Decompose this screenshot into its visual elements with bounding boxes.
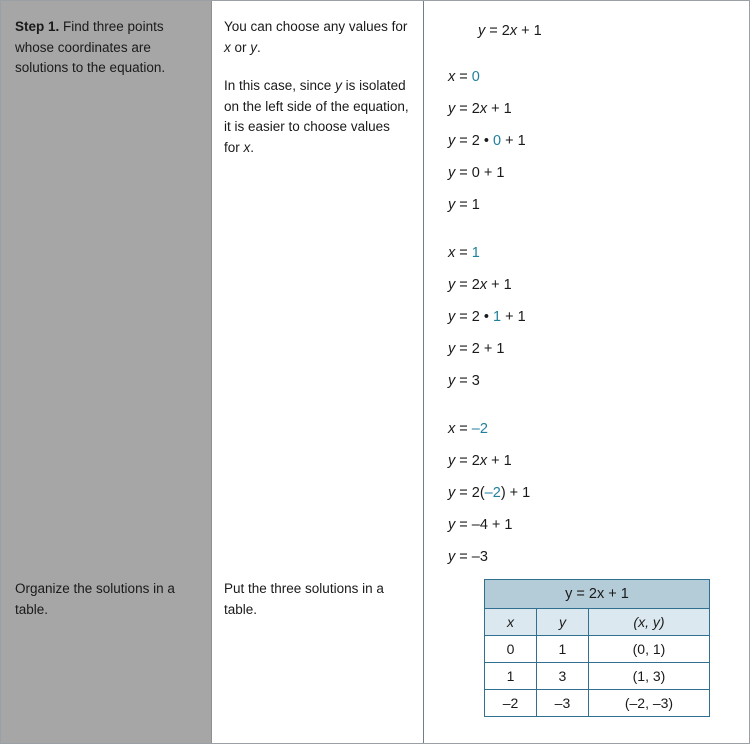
- assignment-x-0: x = 0: [448, 69, 480, 85]
- group3-line-2: y = 2(–2) + 1: [448, 485, 531, 501]
- cell-pair-2: (–2, –3): [588, 690, 709, 717]
- substitution-group-2: [434, 237, 739, 397]
- cell-y-1: 3: [536, 663, 588, 690]
- group3-line-1: y = 2x + 1: [448, 453, 512, 469]
- substitution-group-1: [434, 61, 739, 221]
- group3-line-4: y = –3: [448, 549, 488, 565]
- group2-line-4: y = 3: [448, 373, 480, 389]
- cell-y-0: 1: [536, 636, 588, 663]
- var-x-inline-2: x: [243, 139, 251, 155]
- table-header-y: y: [536, 609, 588, 636]
- table-caption-row: [485, 580, 710, 609]
- explanation-paragraph-1: You can choose any values for x or y.: [224, 19, 408, 55]
- solutions-table-wrapper: [484, 579, 710, 717]
- group2-line-1: y = 2x + 1: [448, 277, 512, 293]
- group1-line-4: y = 1: [448, 197, 480, 213]
- table-header-xy: (x, y): [588, 609, 709, 636]
- step-organize-note: Organize the solutions in a table.: [15, 581, 175, 617]
- step-instruction: [15, 17, 197, 79]
- cell-pair-1: (1, 3): [588, 663, 709, 690]
- cell-pair-0: (0, 1): [588, 636, 709, 663]
- group1-line-2: y = 2 • 0 + 1: [448, 133, 526, 149]
- table-row: [485, 636, 710, 663]
- var-y-inline-2: y: [335, 78, 342, 93]
- table-caption: y = 2x + 1: [485, 580, 710, 609]
- assignment-value-3: –2: [471, 421, 488, 437]
- work-column: [424, 1, 749, 743]
- table-row: [485, 663, 710, 690]
- step-column: [1, 1, 212, 743]
- group1-line-3: y = 0 + 1: [448, 165, 505, 181]
- assignment-value-2: 1: [471, 245, 480, 261]
- top-equation: y = 2x + 1: [478, 23, 542, 39]
- assignment-value-1: 0: [471, 69, 480, 85]
- explanation-column: [212, 1, 424, 743]
- group2-line-3: y = 2 + 1: [448, 341, 505, 357]
- cell-y-2: –3: [536, 690, 588, 717]
- table-row: [485, 690, 710, 717]
- explanation-table-note: Put the three solutions in a table.: [224, 581, 384, 617]
- assignment-x-1: x = 1: [448, 245, 480, 261]
- table-header-row: [485, 609, 710, 636]
- group2-line-2: y = 2 • 1 + 1: [448, 309, 526, 325]
- cell-x-0: 0: [485, 636, 537, 663]
- group-spacer-1: [434, 221, 739, 237]
- paragraph-gap: [224, 58, 409, 76]
- solutions-table: [484, 579, 710, 717]
- cell-x-1: 1: [485, 663, 537, 690]
- group3-line-3: y = –4 + 1: [448, 517, 513, 533]
- explanation-paragraph-2: In this case, since y is isolated on the left side of the equation, it is easier to choose values for x.: [224, 78, 409, 155]
- group-spacer-2: [434, 397, 739, 413]
- var-y-inline: y: [250, 39, 258, 55]
- group1-line-1: y = 2x + 1: [448, 101, 512, 117]
- step-instruction-text: Find three points whose coordinates are solutions to the equation.: [15, 19, 166, 75]
- cell-x-2: –2: [485, 690, 537, 717]
- table-header-x: x: [485, 609, 537, 636]
- assignment-x-neg2: x = –2: [448, 421, 488, 437]
- substitution-group-3: [434, 413, 739, 573]
- step-number-label: Step 1.: [15, 19, 60, 34]
- var-x-inline: x: [224, 39, 231, 55]
